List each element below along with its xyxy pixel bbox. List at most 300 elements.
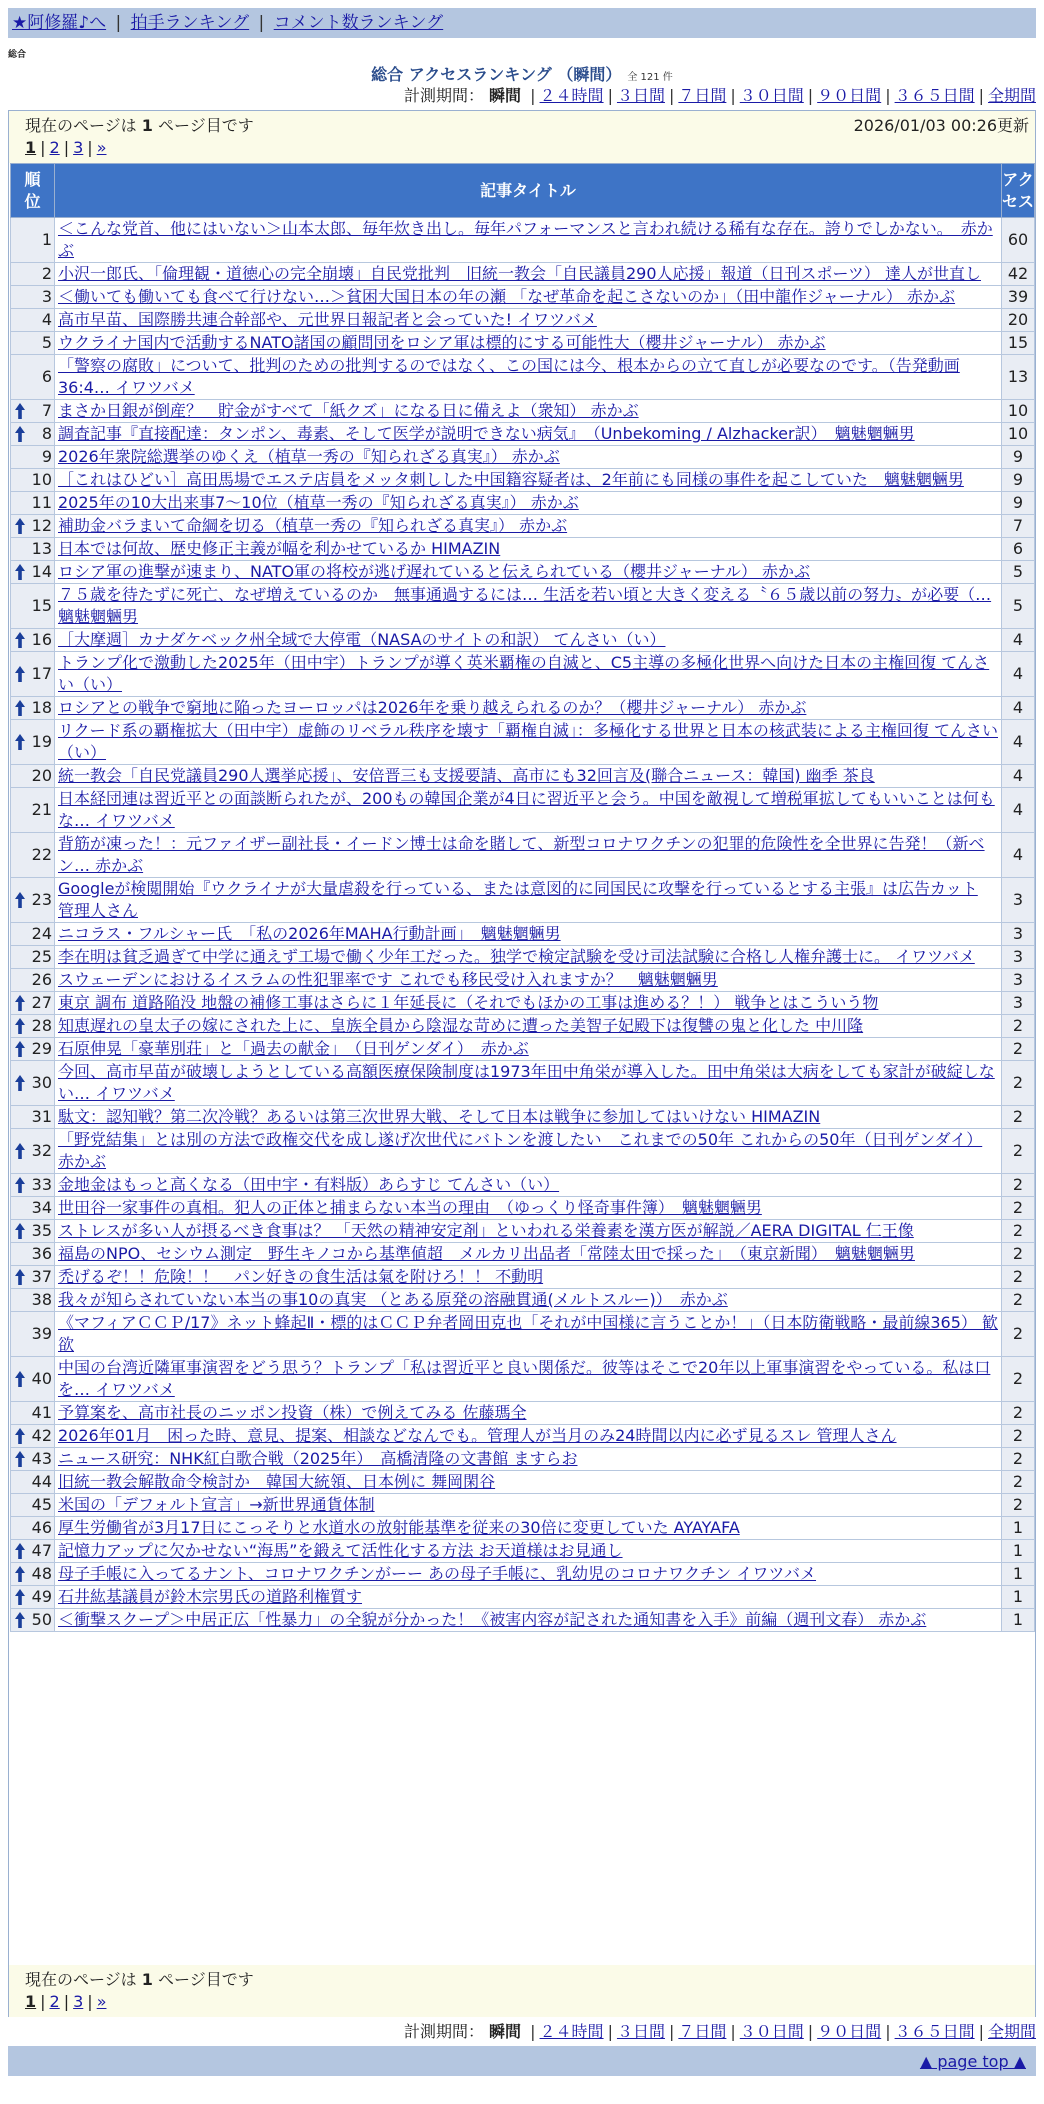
- rank-cell: [11, 1289, 55, 1312]
- period-selector-top: [404, 86, 1036, 106]
- table-row: [11, 1540, 1035, 1563]
- article-title-link[interactable]: 2025年の10大出来事7～10位（植草一秀の『知られざる真実』） 赤かぶ: [58, 493, 579, 512]
- table-row: [11, 1220, 1035, 1243]
- rank-number: 35: [31, 1221, 52, 1240]
- article-title-link[interactable]: ［これはひどい］高田馬場でエステ店員をメッタ刺しした中国籍容疑者は、2年前にも同様の事件を起こしていた 魑魅魍魎男: [58, 470, 964, 489]
- rank-number: 4: [41, 310, 52, 329]
- article-title-link[interactable]: ７５歳を待たずに死亡、なぜ増えているのか 無事通過するには… 生活を若い頃と大きく変える〝６５歳以前の努力〟が必要（… 魑魅魍魎男: [58, 585, 992, 626]
- period-separator: |: [730, 86, 736, 105]
- article-title-link[interactable]: 中国の台湾近隣軍事演習をどう思う？トランプ「私は習近平と良い関係だ。彼等はそこで20年以上軍事演習をやっている。私は口を… イワツバメ: [58, 1358, 991, 1399]
- period-link-3[interactable]: ３０日間: [739, 2022, 804, 2041]
- article-title-link[interactable]: ＜働いても働いても食べて行けない…＞貧困大国日本の年の瀬 「なぜ革命を起こさないのか」（田中龍作ジャーナル） 赤かぶ: [58, 287, 956, 306]
- rank-number: 12: [31, 516, 52, 535]
- rank-cell: [11, 1425, 55, 1448]
- clap-ranking-link[interactable]: 拍手ランキング: [130, 13, 250, 33]
- category-label: 総合: [8, 50, 27, 60]
- table-row: [11, 923, 1035, 946]
- rank-cell: [11, 1129, 55, 1174]
- table-row: [11, 584, 1035, 629]
- rank-up-arrow-icon: [15, 1223, 25, 1239]
- access-count: 2: [1002, 1425, 1035, 1448]
- rank-number: 1: [41, 230, 52, 249]
- rank-cell: [11, 1448, 55, 1471]
- article-title-link[interactable]: まさか日銀が倒産？ 貯金がすべて「紙クズ」になる日に備えよ（衆知） 赤かぶ: [58, 401, 639, 420]
- article-title-link[interactable]: 調査記事『直接配達：タンポン、毒素、そして医学が説明できない病気』 （Unbekoming / Alzhacker訳） 魑魅魍魎男: [58, 424, 915, 443]
- article-title-link[interactable]: 知恵遅れの皇太子の嫁にされた上に、皇族全員から陰湿な苛めに遭った美智子妃殿下は復讐の鬼と化した 中川隆: [58, 1016, 864, 1035]
- table-row: [11, 423, 1035, 446]
- title-cell: [55, 629, 1002, 652]
- total-count: 全 121 件: [627, 72, 673, 83]
- access-count: 3: [1002, 946, 1035, 969]
- table-row: [11, 1402, 1035, 1425]
- rank-cell: [11, 1540, 55, 1563]
- rank-number: 33: [31, 1175, 52, 1194]
- period-link-2[interactable]: ７日間: [678, 86, 727, 105]
- nav-separator: |: [115, 13, 122, 33]
- rank-up-arrow-icon: [15, 1177, 25, 1193]
- rank-up-arrow-icon: [15, 1041, 25, 1057]
- rank-up-arrow-icon: [15, 1428, 25, 1444]
- rank-number: 11: [31, 493, 52, 512]
- article-title-link[interactable]: 補助金バラまいて命綱を切る（植草一秀の『知られざる真実』） 赤かぶ: [58, 516, 568, 535]
- article-title-link[interactable]: 小沢一郎氏、「倫理観・道徳心の完全崩壊」自民党批判 旧統一教会「自民議員290人応援」報道（日刊スポーツ） 達人が世直し: [58, 264, 981, 283]
- rank-number: 28: [31, 1016, 52, 1035]
- article-title-link[interactable]: スウェーデンにおけるイスラムの性犯罪率です これでも移民受け入れますか？ 魑魅魍魎男: [58, 970, 718, 989]
- title-cell: [55, 286, 1002, 309]
- page-title-line: [0, 62, 1044, 85]
- article-title-link[interactable]: 世田谷一家事件の真相。犯人の正体と捕まらない本当の理由 （ゆっくり怪奇事件簿） 魑魅魍魎男: [58, 1198, 762, 1217]
- rank-cell: [11, 720, 55, 765]
- article-title-link[interactable]: 東京 調布 道路陥没 地盤の補修工事はさらに１年延長に（それでもほかの工事は進める？！） 戦争とはこういう物: [58, 993, 879, 1012]
- table-row: [11, 833, 1035, 878]
- article-title-link[interactable]: 母子手帳に入ってるナント、コロナワクチンがーー あの母子手帳に、乳幼児のコロナワクチン イワツバメ: [58, 1564, 817, 1583]
- rank-cell: [11, 1494, 55, 1517]
- rank-cell: [11, 584, 55, 629]
- access-count: 1: [1002, 1609, 1035, 1632]
- title-cell: [55, 355, 1002, 400]
- rank-number: 49: [31, 1587, 52, 1606]
- current-page: 1: [141, 1970, 153, 1989]
- updated-time: 2026/01/03 00:26更新: [853, 116, 1029, 135]
- article-title-link[interactable]: 2026年01月 困った時、意見、提案、相談などなんでも。管理人が当月のみ24時間以内に必ず見るスレ 管理人さん: [58, 1426, 897, 1445]
- article-title-link[interactable]: 高市早苗、国際勝共連合幹部や、元世界日報記者と会っていた! イワツバメ: [58, 310, 597, 329]
- pager-separator: |: [87, 1992, 93, 2011]
- period-separator: |: [885, 2022, 891, 2041]
- rank-number: 34: [31, 1198, 52, 1217]
- period-link-6[interactable]: 全期間: [987, 2022, 1036, 2041]
- rank-cell: [11, 923, 55, 946]
- rank-cell: [11, 765, 55, 788]
- article-title-link[interactable]: ロシアとの戦争で窮地に陥ったヨーロッパは2026年を乗り越えられるのか？（櫻井ジャーナル） 赤かぶ: [58, 698, 807, 717]
- title-cell: [55, 1038, 1002, 1061]
- rank-up-arrow-icon: [15, 1612, 25, 1628]
- article-title-link[interactable]: 予算案を、高市社長のニッポン投資（株）で例えてみる 佐藤瑪全: [58, 1403, 527, 1422]
- rank-cell: [11, 969, 55, 992]
- table-row: [11, 446, 1035, 469]
- nav-separator: |: [258, 13, 265, 33]
- rank-cell: [11, 561, 55, 584]
- access-count: 4: [1002, 652, 1035, 697]
- access-count: 2: [1002, 1448, 1035, 1471]
- article-title-link[interactable]: 2026年衆院総選挙のゆくえ（植草一秀の『知られざる真実』） 赤かぶ: [58, 447, 560, 466]
- pager-link-3[interactable]: 3: [73, 1992, 84, 2011]
- access-count: 4: [1002, 765, 1035, 788]
- rank-number: 36: [31, 1244, 52, 1263]
- rank-up-arrow-icon: [15, 1543, 25, 1559]
- table-row: [11, 1312, 1035, 1357]
- access-count: 4: [1002, 833, 1035, 878]
- rank-cell: [11, 1609, 55, 1632]
- period-separator: |: [807, 2022, 814, 2041]
- table-row: [11, 1061, 1035, 1106]
- access-count: 42: [1002, 263, 1035, 286]
- rank-up-arrow-icon: [15, 1143, 25, 1159]
- title-cell: [55, 400, 1002, 423]
- period-link-5[interactable]: ３６５日間: [894, 2022, 975, 2041]
- article-title-link[interactable]: 石原伸晃「豪華別荘」と「過去の献金」 （日刊ゲンダイ） 赤かぶ: [58, 1039, 529, 1058]
- table-row: [11, 515, 1035, 538]
- rank-number: 42: [31, 1426, 52, 1445]
- title-cell: [55, 1540, 1002, 1563]
- home-link[interactable]: ★阿修羅♪へ: [12, 13, 107, 33]
- article-title-link[interactable]: 記憶力アップに欠かせない“海馬”を鍛えて活性化する方法 お天道様はお見通し: [58, 1541, 623, 1560]
- article-title-link[interactable]: 厚生労働省が3月17日にこっそりと水道水の放射能基準を従来の30倍に変更していた AYAYAFA: [58, 1518, 740, 1537]
- table-row: [11, 561, 1035, 584]
- comment-ranking-link[interactable]: コメント数ランキング: [273, 13, 444, 33]
- rank-cell: [11, 355, 55, 400]
- table-row: [11, 469, 1035, 492]
- rank-number: 16: [31, 630, 52, 649]
- rank-cell: [11, 446, 55, 469]
- access-count: 1: [1002, 1586, 1035, 1609]
- article-title-link[interactable]: 福島のNPO、セシウム測定 野生キノコから基準値超 メルカリ出品者「常陸太田で採った」 （東京新聞） 魑魅魍魎男: [58, 1244, 915, 1263]
- article-title-link[interactable]: ［大摩週］カナダケベック州全域で大停電（NASAのサイトの和訳） てんさい（い）: [58, 630, 666, 649]
- table-row: [11, 1609, 1035, 1632]
- rank-cell: [11, 492, 55, 515]
- access-count: 4: [1002, 629, 1035, 652]
- rank-number: 10: [31, 470, 52, 489]
- period-link-5[interactable]: ３６５日間: [894, 86, 975, 105]
- table-row: [11, 1563, 1035, 1586]
- article-title-link[interactable]: リクード系の覇権拡大（田中宇）虚飾のリベラル秩序を壊す「覇権自滅」：多極化する世界と日本の核武装による主権回復 てんさい（い）: [58, 721, 998, 762]
- period-current: 瞬間: [489, 86, 522, 105]
- rank-cell: [11, 1471, 55, 1494]
- title-cell: [55, 878, 1002, 923]
- access-count: 1: [1002, 1517, 1035, 1540]
- rank-up-arrow-icon: [15, 564, 25, 580]
- title-cell: [55, 992, 1002, 1015]
- article-title-link[interactable]: ニュース研究：NHK紅白歌合戦（2025年） 高橋清隆の文書館 ますらお: [58, 1449, 578, 1468]
- rank-cell: [11, 1563, 55, 1586]
- table-row: [11, 1517, 1035, 1540]
- rank-up-arrow-icon: [15, 426, 25, 442]
- access-count: 9: [1002, 469, 1035, 492]
- table-row: [11, 263, 1035, 286]
- title-cell: [55, 584, 1002, 629]
- title-cell: [55, 492, 1002, 515]
- rank-up-arrow-icon: [15, 734, 25, 750]
- article-title-link[interactable]: 旧統一教会解散命令検討か 韓国大統領、日本例に 舞岡閑谷: [58, 1472, 496, 1491]
- article-title-link[interactable]: 日本では何故、歴史修正主義が幅を利かせているか HIMAZIN: [58, 539, 501, 558]
- rank-cell: [11, 286, 55, 309]
- rank-up-arrow-icon: [15, 700, 25, 716]
- rank-number: 22: [31, 845, 52, 864]
- access-count: 4: [1002, 697, 1035, 720]
- access-count: 2: [1002, 1243, 1035, 1266]
- access-count: 2: [1002, 1129, 1035, 1174]
- title-cell: [55, 1197, 1002, 1220]
- table-row: [11, 1038, 1035, 1061]
- table-row: [11, 878, 1035, 923]
- article-title-link[interactable]: 《マフィアＣＣＰ/17》ネット蜂起Ⅱ・標的はＣＣＰ弁者岡田克也「それが中国様に言うことか！」（日本防衛戦略・最前線365） 歓欲: [58, 1313, 998, 1354]
- period-link-1[interactable]: ３日間: [616, 86, 665, 105]
- period-current: 瞬間: [489, 2022, 522, 2041]
- title-cell: [55, 1448, 1002, 1471]
- bottom-bar: [8, 2046, 1036, 2076]
- page-top-link[interactable]: ▲ page top ▲: [919, 2052, 1026, 2071]
- access-count: 2: [1002, 1471, 1035, 1494]
- pager-next-link[interactable]: »: [96, 1992, 107, 2011]
- rank-up-arrow-icon: [15, 892, 25, 908]
- access-count: 4: [1002, 788, 1035, 833]
- access-count: 2: [1002, 1402, 1035, 1425]
- page-info-post: ページ目です: [158, 1970, 254, 1989]
- rank-number: 26: [31, 970, 52, 989]
- rank-cell: [11, 469, 55, 492]
- title-cell: [55, 332, 1002, 355]
- table-row: [11, 969, 1035, 992]
- access-count: 7: [1002, 515, 1035, 538]
- ranking-frame: [8, 110, 1036, 2017]
- pager-next-link[interactable]: »: [96, 138, 107, 157]
- access-count: 4: [1002, 720, 1035, 765]
- rank-cell: [11, 218, 55, 263]
- title-cell: [55, 1609, 1002, 1632]
- rank-cell: [11, 1220, 55, 1243]
- rank-up-arrow-icon: [15, 1451, 25, 1467]
- pager-link-2[interactable]: 2: [49, 138, 60, 157]
- article-title-link[interactable]: 米国の「デフォルト宣言」→新世界通貨体制: [58, 1495, 375, 1514]
- period-link-3[interactable]: ３０日間: [739, 86, 804, 105]
- title-cell: [55, 1402, 1002, 1425]
- access-count: 1: [1002, 1563, 1035, 1586]
- period-separator: |: [530, 86, 536, 105]
- period-link-1[interactable]: ３日間: [616, 2022, 665, 2041]
- article-title-link[interactable]: ストレスが多い人が摂るべき食事は？ 「天然の精神安定剤」といわれる栄養素を漢方医が解説／AERA DIGITAL 仁王像: [58, 1221, 914, 1240]
- title-cell: [55, 1357, 1002, 1402]
- pager-link-2[interactable]: 2: [49, 1992, 60, 2011]
- rank-number: 21: [31, 800, 52, 819]
- ranking-table-body: [11, 218, 1035, 1632]
- pager-current-page: 1: [25, 1992, 37, 2011]
- access-count: 20: [1002, 309, 1035, 332]
- page-info-bottom: [9, 1965, 1035, 2017]
- pager-separator: |: [63, 138, 70, 157]
- rank-number: 31: [31, 1107, 52, 1126]
- title-cell: [55, 697, 1002, 720]
- rank-number: 41: [31, 1403, 52, 1422]
- access-count: 2: [1002, 1289, 1035, 1312]
- period-link-0[interactable]: ２４時間: [539, 86, 604, 105]
- rank-cell: [11, 423, 55, 446]
- pager-separator: |: [40, 1992, 46, 2011]
- rank-cell: [11, 332, 55, 355]
- table-row: [11, 1266, 1035, 1289]
- rank-cell: [11, 1038, 55, 1061]
- rank-cell: [11, 1106, 55, 1129]
- pager-separator: |: [63, 1992, 70, 2011]
- rank-up-arrow-icon: [15, 1075, 25, 1091]
- pager-current-page: 1: [25, 138, 37, 157]
- table-row: [11, 218, 1035, 263]
- article-title-link[interactable]: 禿げるぞ！！危険！！ パン好きの食生活は氣を附けろ！！ 不動明: [58, 1267, 544, 1286]
- access-count: 2: [1002, 1197, 1035, 1220]
- page-title: 総合 アクセスランキング （瞬間）: [371, 65, 622, 84]
- table-row: [11, 1425, 1035, 1448]
- rank-cell: [11, 1015, 55, 1038]
- period-selector-bottom: [404, 2022, 1036, 2042]
- article-title-link[interactable]: 統一教会「自民党議員290人選挙応援」、安倍晋三も支援要請、高市にも32回言及(聯合ニュース：韓国) 幽季 茶良: [58, 766, 875, 785]
- table-row: [11, 1471, 1035, 1494]
- rank-cell: [11, 629, 55, 652]
- rank-cell: [11, 1197, 55, 1220]
- rank-number: 25: [31, 947, 52, 966]
- access-count: 39: [1002, 286, 1035, 309]
- rank-number: 20: [31, 766, 52, 785]
- rank-up-arrow-icon: [15, 1566, 25, 1582]
- rank-cell: [11, 400, 55, 423]
- access-count: 3: [1002, 969, 1035, 992]
- table-row: [11, 1174, 1035, 1197]
- title-cell: [55, 1517, 1002, 1540]
- rank-number: 50: [31, 1610, 52, 1629]
- title-cell: [55, 969, 1002, 992]
- title-cell: [55, 1220, 1002, 1243]
- title-cell: [55, 1494, 1002, 1517]
- rank-number: 18: [31, 698, 52, 717]
- col-title-header: 記事タイトル: [55, 164, 1002, 218]
- title-cell: [55, 1312, 1002, 1357]
- rank-number: 44: [31, 1472, 52, 1491]
- rank-number: 6: [41, 367, 52, 386]
- rank-up-arrow-icon: [15, 666, 25, 682]
- title-cell: [55, 423, 1002, 446]
- article-title-link[interactable]: ウクライナ国内で活動するNATO諸国の顧問団をロシア軍は標的にする可能性大（櫻井ジャーナル） 赤かぶ: [58, 333, 826, 352]
- table-row: [11, 1129, 1035, 1174]
- access-count: 2: [1002, 1266, 1035, 1289]
- rank-up-arrow-icon: [15, 518, 25, 534]
- current-page: 1: [141, 116, 153, 135]
- access-count: 3: [1002, 923, 1035, 946]
- article-title-link[interactable]: ロシア軍の進撃が速まり、NATO軍の将校が逃げ遅れていると伝えられている（櫻井ジャーナル） 赤かぶ: [58, 562, 811, 581]
- title-cell: [55, 1425, 1002, 1448]
- rank-cell: [11, 515, 55, 538]
- rank-number: 39: [31, 1324, 52, 1343]
- table-row: [11, 992, 1035, 1015]
- access-count: 3: [1002, 878, 1035, 923]
- period-link-4[interactable]: ９０日間: [817, 2022, 882, 2041]
- period-links: [526, 2022, 1036, 2041]
- rank-number: 29: [31, 1039, 52, 1058]
- title-cell: [55, 1106, 1002, 1129]
- article-title-link[interactable]: ニコラス・フルシャー氏 「私の2026年MAHA行動計画」 魑魅魍魎男: [58, 924, 561, 943]
- period-link-6[interactable]: 全期間: [987, 86, 1036, 105]
- rank-cell: [11, 652, 55, 697]
- rank-cell: [11, 263, 55, 286]
- pager-link-3[interactable]: 3: [73, 138, 84, 157]
- period-separator: |: [978, 86, 984, 105]
- rank-up-arrow-icon: [15, 1589, 25, 1605]
- article-title-link[interactable]: Googleが検閲開始『ウクライナが大量虐殺を行っている、または意図的に同国民に攻撃を行っているとする主張』は広告カット 管理人さん: [58, 879, 978, 920]
- period-separator: |: [668, 2022, 675, 2041]
- rank-up-arrow-icon: [15, 632, 25, 648]
- article-title-link[interactable]: ＜衝撃スクープ＞中居正広「性暴力」の全貌が分かった！《被害内容が記された通知書を入手》前編（週刊文春） 赤かぶ: [58, 1610, 927, 1629]
- table-row: [11, 629, 1035, 652]
- article-title-link[interactable]: 日本経団連は習近平との面談断られたが、200もの韓国企業が4日に習近平と会う。中国を敵視して増税軍拡してもいいことは何もな… イワツバメ: [58, 789, 995, 830]
- period-separator: |: [607, 86, 613, 105]
- rank-number: 5: [41, 333, 52, 352]
- title-cell: [55, 1266, 1002, 1289]
- rank-cell: [11, 1243, 55, 1266]
- title-cell: [55, 923, 1002, 946]
- pager-separator: |: [40, 138, 46, 157]
- period-separator: |: [885, 86, 891, 105]
- rank-number: 19: [31, 732, 52, 751]
- pager: [25, 137, 1019, 159]
- rank-cell: [11, 1174, 55, 1197]
- article-title-link[interactable]: ＜こんな党首、他にはいない＞山本太郎、毎年炊き出し。毎年パフォーマンスと言われ続ける稀有な存在。誇りでしかない。 赤かぶ: [58, 219, 993, 260]
- access-count: 15: [1002, 332, 1035, 355]
- article-title-link[interactable]: 駄文：認知戦？第二次冷戦？あるいは第三次世界大戦、そして日本は戦争に参加してはいけない HIMAZIN: [58, 1107, 821, 1126]
- page-info-pre: 現在のページは: [25, 1970, 137, 1989]
- article-title-link[interactable]: 石井紘基議員が鈴木宗男氏の道路利権質す: [58, 1587, 363, 1606]
- access-count: 2: [1002, 1106, 1035, 1129]
- title-cell: [55, 1563, 1002, 1586]
- page-info-post: ページ目です: [158, 116, 254, 135]
- table-row: [11, 309, 1035, 332]
- access-count: 2: [1002, 1494, 1035, 1517]
- rank-number: 47: [31, 1541, 52, 1560]
- title-cell: [55, 561, 1002, 584]
- table-row: [11, 1357, 1035, 1402]
- article-title-link[interactable]: 我々が知らされていない本当の事10の真実 （とある原発の溶融貫通(メルトスルー)） 赤かぶ: [58, 1290, 728, 1309]
- period-link-4[interactable]: ９０日間: [817, 86, 882, 105]
- title-cell: [55, 765, 1002, 788]
- table-row: [11, 652, 1035, 697]
- rank-number: 45: [31, 1495, 52, 1514]
- title-cell: [55, 538, 1002, 561]
- table-row: [11, 1494, 1035, 1517]
- rank-number: 32: [31, 1141, 52, 1160]
- period-link-2[interactable]: ７日間: [678, 2022, 727, 2041]
- article-title-link[interactable]: 「野党結集」とは別の方法で政権交代を成し遂げ次世代にバトンを渡したい これまでの50年 これからの50年（日刊ゲンダイ） 赤かぶ: [58, 1130, 983, 1171]
- access-count: 2: [1002, 1357, 1035, 1402]
- access-count: 2: [1002, 1174, 1035, 1197]
- rank-cell: [11, 946, 55, 969]
- article-title-link[interactable]: 「警察の腐敗」について、批判のための批判するのではなく、この国には今、根本からの立て直しが必要なのです。（告発動画36:4… イワツバメ: [58, 356, 960, 397]
- rank-cell: [11, 833, 55, 878]
- article-title-link[interactable]: 背筋が凍った！：元ファイザー副社長・イードン博士は命を賭して、新型コロナワクチンの犯罪的危険性を全世界に告発！（新ベン… 赤かぶ: [58, 834, 985, 875]
- access-count: 5: [1002, 584, 1035, 629]
- article-title-link[interactable]: 李在明は貧乏過ぎて中学に通えず工場で働く少年工だった。独学で検定試験を受け司法試験に合格し人権弁護士に。 イワツバメ: [58, 947, 975, 966]
- rank-up-arrow-icon: [15, 403, 25, 419]
- article-title-link[interactable]: 今回、高市早苗が破壊しようとしている高額医療保険制度は1973年田中角栄が導入した。田中角栄は大病をしても家計が破綻しない… イワツバメ: [58, 1062, 995, 1103]
- article-title-link[interactable]: 金地金はもっと高くなる（田中宇・有料版）あらすじ てんさい（い）: [58, 1175, 560, 1194]
- period-link-0[interactable]: ２４時間: [539, 2022, 604, 2041]
- access-count: 2: [1002, 1061, 1035, 1106]
- table-row: [11, 492, 1035, 515]
- article-title-link[interactable]: トランプ化で激動した2025年（田中宇）トランプが導く英米覇権の自滅と、C5主導の多極化世界へ向けた日本の主権回復 てんさい（い）: [58, 653, 990, 694]
